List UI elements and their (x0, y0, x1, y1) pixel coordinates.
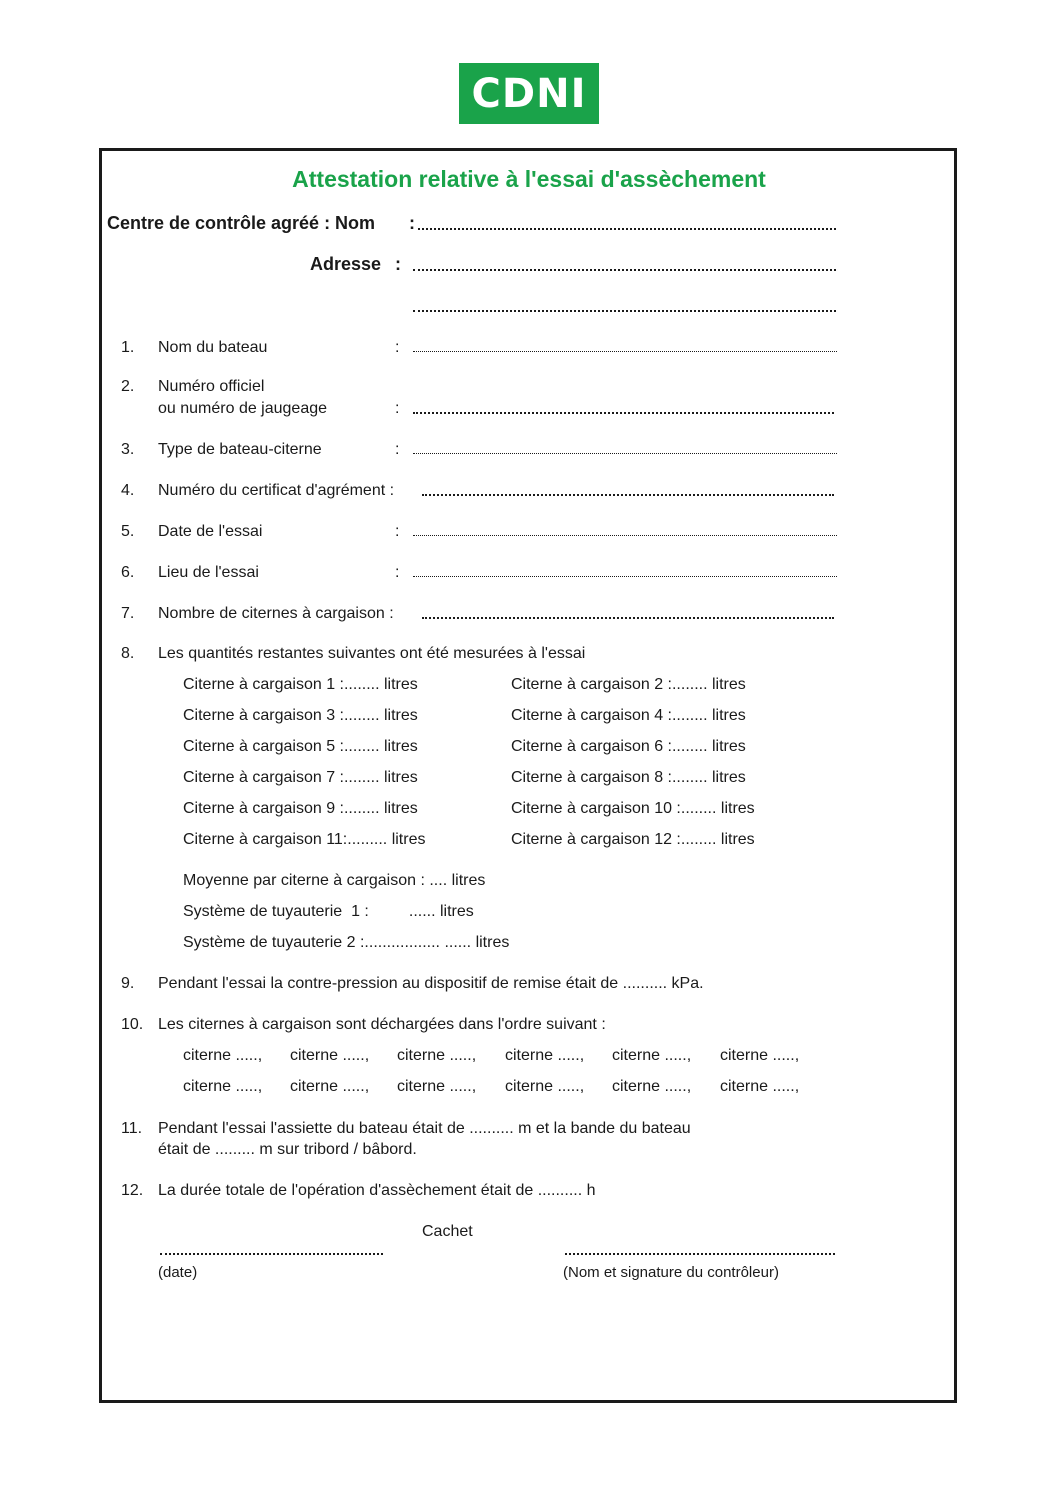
date-essai-field[interactable] (413, 535, 837, 536)
tank-entry[interactable]: Citerne à cargaison 2 :........ litres (511, 676, 746, 693)
centre-name-field[interactable] (418, 228, 836, 230)
item-label[interactable]: Pendant l'essai la contre-pression au dispositif de remise était de .......... kPa. (158, 975, 704, 992)
lieu-essai-field[interactable] (413, 576, 837, 577)
moyenne-entry[interactable]: Moyenne par citerne à cargaison : .... litres (183, 872, 486, 889)
item-label: ou numéro de jaugeage (158, 400, 328, 417)
order-cell[interactable]: citerne ....., (397, 1047, 477, 1064)
order-cell[interactable]: citerne ....., (505, 1078, 585, 1095)
cachet-label: Cachet (422, 1223, 473, 1240)
cdni-logo: CDNI (459, 63, 599, 124)
item-label: Type de bateau-citerne (158, 441, 322, 458)
order-cell[interactable]: citerne ....., (290, 1047, 370, 1064)
date-caption: (date) (158, 1264, 198, 1281)
item-number: 9. (121, 975, 135, 992)
form-title: Attestation relative à l'essai d'assèchement (292, 166, 766, 192)
order-cell[interactable]: citerne ....., (290, 1078, 370, 1095)
numero-officiel-field[interactable] (413, 412, 834, 414)
tank-entry[interactable]: Citerne à cargaison 11:......... litres (183, 831, 426, 848)
item-number: 5. (121, 523, 135, 540)
order-cell[interactable]: citerne ....., (505, 1047, 585, 1064)
controleur-caption: (Nom et signature du contrôleur) (563, 1264, 779, 1281)
nom-bateau-field[interactable] (413, 351, 837, 352)
centre-label: Centre de contrôle agréé : Nom (107, 213, 376, 233)
item-colon: : (395, 523, 400, 540)
order-cell[interactable]: citerne ....., (720, 1047, 800, 1064)
controleur-signature-field[interactable] (565, 1253, 835, 1255)
item-label: Nom du bateau (158, 339, 268, 356)
item-number: 6. (121, 564, 135, 581)
order-cell[interactable]: citerne ....., (612, 1078, 692, 1095)
tank-entry[interactable]: Citerne à cargaison 1 :........ litres (183, 676, 418, 693)
adresse-colon: : (395, 254, 401, 274)
tank-entry[interactable]: Citerne à cargaison 7 :........ litres (183, 769, 418, 786)
tank-entry[interactable]: Citerne à cargaison 12 :........ litres (511, 831, 755, 848)
adresse-field-1[interactable] (413, 269, 836, 271)
adresse-field-2[interactable] (413, 310, 836, 312)
item-label[interactable]: était de ......... m sur tribord / bâbord. (158, 1141, 417, 1158)
type-bateau-field[interactable] (413, 453, 837, 454)
tank-entry[interactable]: Citerne à cargaison 10 :........ litres (511, 800, 755, 817)
item-colon: : (395, 564, 400, 581)
order-cell[interactable]: citerne ....., (183, 1047, 263, 1064)
item-number: 1. (121, 339, 135, 356)
date-signature-field[interactable] (160, 1253, 383, 1255)
adresse-label: Adresse (310, 254, 382, 274)
item-number: 3. (121, 441, 135, 458)
item-number: 11. (121, 1120, 143, 1137)
nombre-citernes-field[interactable] (422, 617, 834, 619)
item-number: 7. (121, 605, 135, 622)
tank-entry[interactable]: Citerne à cargaison 8 :........ litres (511, 769, 746, 786)
item-label: Numéro du certificat d'agrément : (158, 482, 395, 499)
item-label: Nombre de citernes à cargaison : (158, 605, 394, 622)
centre-colon: : (409, 213, 415, 233)
item-label: Les quantités restantes suivantes ont été mesurées à l'essai (158, 645, 586, 662)
order-cell[interactable]: citerne ....., (183, 1078, 263, 1095)
item-label: Les citernes à cargaison sont déchargées dans l'ordre suivant : (158, 1016, 606, 1033)
item-number: 10. (121, 1016, 144, 1033)
order-cell[interactable]: citerne ....., (720, 1078, 800, 1095)
tank-entry[interactable]: Citerne à cargaison 3 :........ litres (183, 707, 418, 724)
item-number: 8. (121, 645, 135, 662)
item-colon: : (395, 441, 400, 458)
order-cell[interactable]: citerne ....., (612, 1047, 692, 1064)
order-cell[interactable]: citerne ....., (397, 1078, 477, 1095)
item-label[interactable]: La durée totale de l'opération d'assèchement était de .......... h (158, 1182, 596, 1199)
certificat-field[interactable] (422, 494, 834, 496)
item-number: 2. (121, 378, 135, 395)
item-label: Numéro officiel (158, 378, 265, 395)
tank-entry[interactable]: Citerne à cargaison 9 :........ litres (183, 800, 418, 817)
item-number: 12. (121, 1182, 144, 1199)
tuyauterie-2-entry[interactable]: Système de tuyauterie 2 :................. ...... litres (183, 934, 510, 951)
item-colon: : (395, 400, 400, 417)
item-number: 4. (121, 482, 135, 499)
tank-entry[interactable]: Citerne à cargaison 5 :........ litres (183, 738, 418, 755)
tank-entry[interactable]: Citerne à cargaison 6 :........ litres (511, 738, 746, 755)
tuyauterie-1-entry[interactable]: Système de tuyauterie 1 : ...... litres (183, 903, 474, 920)
item-label: Lieu de l'essai (158, 564, 259, 581)
item-label: Date de l'essai (158, 523, 263, 540)
item-colon: : (395, 339, 400, 356)
tank-entry[interactable]: Citerne à cargaison 4 :........ litres (511, 707, 746, 724)
item-label[interactable]: Pendant l'essai l'assiette du bateau était de .......... m et la bande du bateau (158, 1120, 691, 1137)
